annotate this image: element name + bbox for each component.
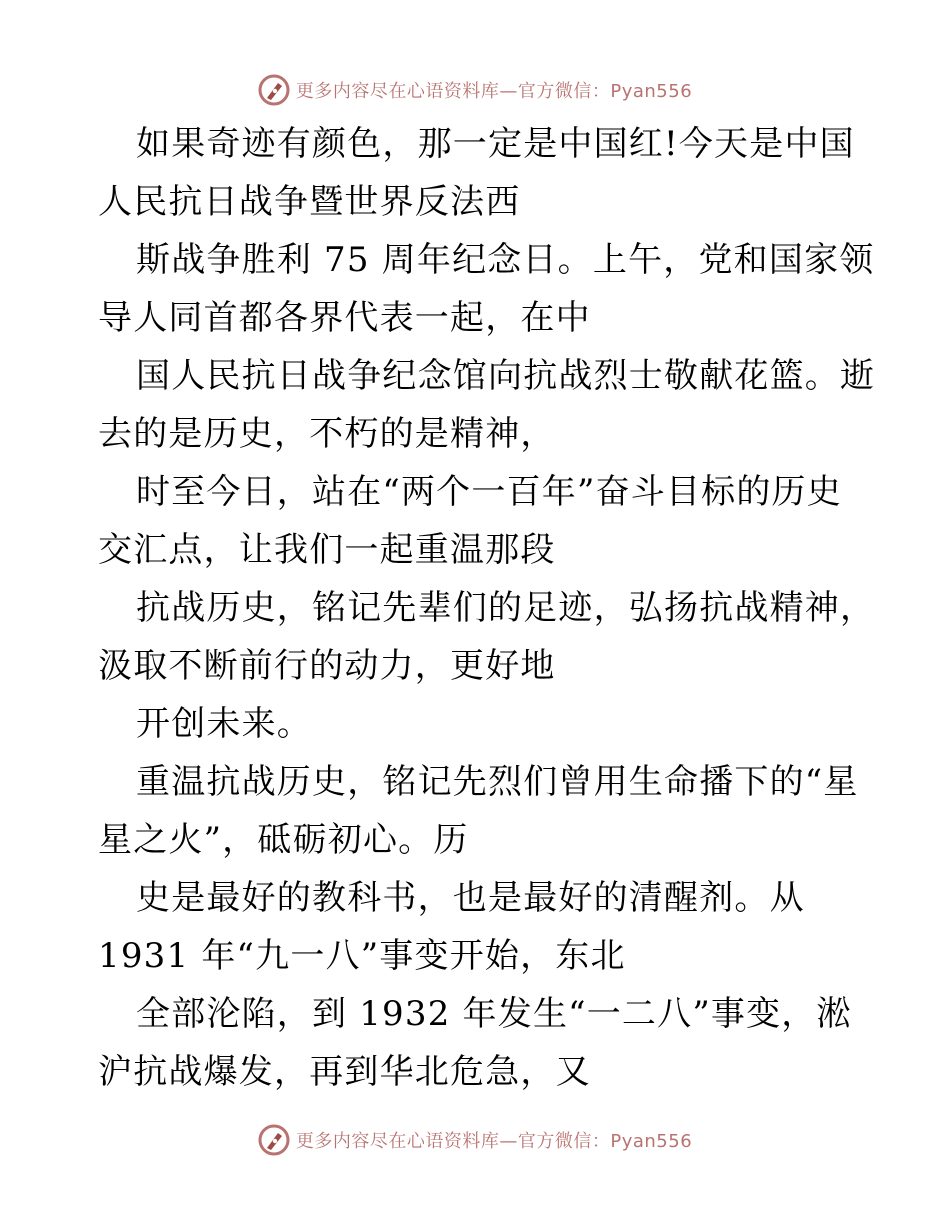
text-line: 史是最好的教科书，也是最好的清醒剂。从 bbox=[136, 878, 805, 918]
text-line: 开创未来。 bbox=[136, 704, 312, 744]
text-line: 去的是历史，不朽的是精神， bbox=[98, 414, 556, 454]
text-line: 人民抗日战争暨世界反法西 bbox=[98, 182, 521, 222]
watermark-text: 更多内容尽在心语资料库—官方微信：Pyan556 bbox=[295, 1131, 693, 1152]
text-line: 如果奇迹有颜色，那一定是中国红!今天是中国 bbox=[136, 124, 855, 164]
footer-watermark bbox=[0, 1123, 950, 1157]
watermark-text: 更多内容尽在心语资料库—官方微信：Pyan556 bbox=[295, 81, 693, 102]
text-line: 斯战争胜利 75 周年纪念日。上午，党和国家领 bbox=[136, 240, 875, 280]
pen-logo-icon bbox=[258, 74, 290, 106]
text-line: 汲取不断前行的动力，更好地 bbox=[98, 646, 556, 686]
text-line: 导人同首都各界代表一起，在中 bbox=[98, 298, 591, 338]
text-line: 星之火”，砥砺初心。历 bbox=[98, 820, 469, 860]
text-line: 抗战历史，铭记先辈们的足迹，弘扬抗战精神， bbox=[136, 588, 876, 628]
text-line: 交汇点，让我们一起重温那段 bbox=[98, 530, 556, 570]
text-line: 全部沦陷，到 1932 年发生“一二八”事变，淞 bbox=[136, 994, 852, 1034]
text-line: 1931 年“九一八”事变开始，东北 bbox=[98, 936, 626, 976]
text-line: 国人民抗日战争纪念馆向抗战烈士敬献花篮。逝 bbox=[136, 356, 876, 396]
pen-logo-icon bbox=[258, 1124, 290, 1156]
header-watermark bbox=[0, 73, 950, 107]
document-body bbox=[98, 115, 876, 1101]
text-line: 时至今日，站在“两个一百年”奋斗目标的历史 bbox=[136, 472, 842, 512]
text-line: 重温抗战历史，铭记先烈们曾用生命播下的“星 bbox=[136, 762, 859, 802]
text-line: 沪抗战爆发，再到华北危急，又 bbox=[98, 1052, 591, 1092]
